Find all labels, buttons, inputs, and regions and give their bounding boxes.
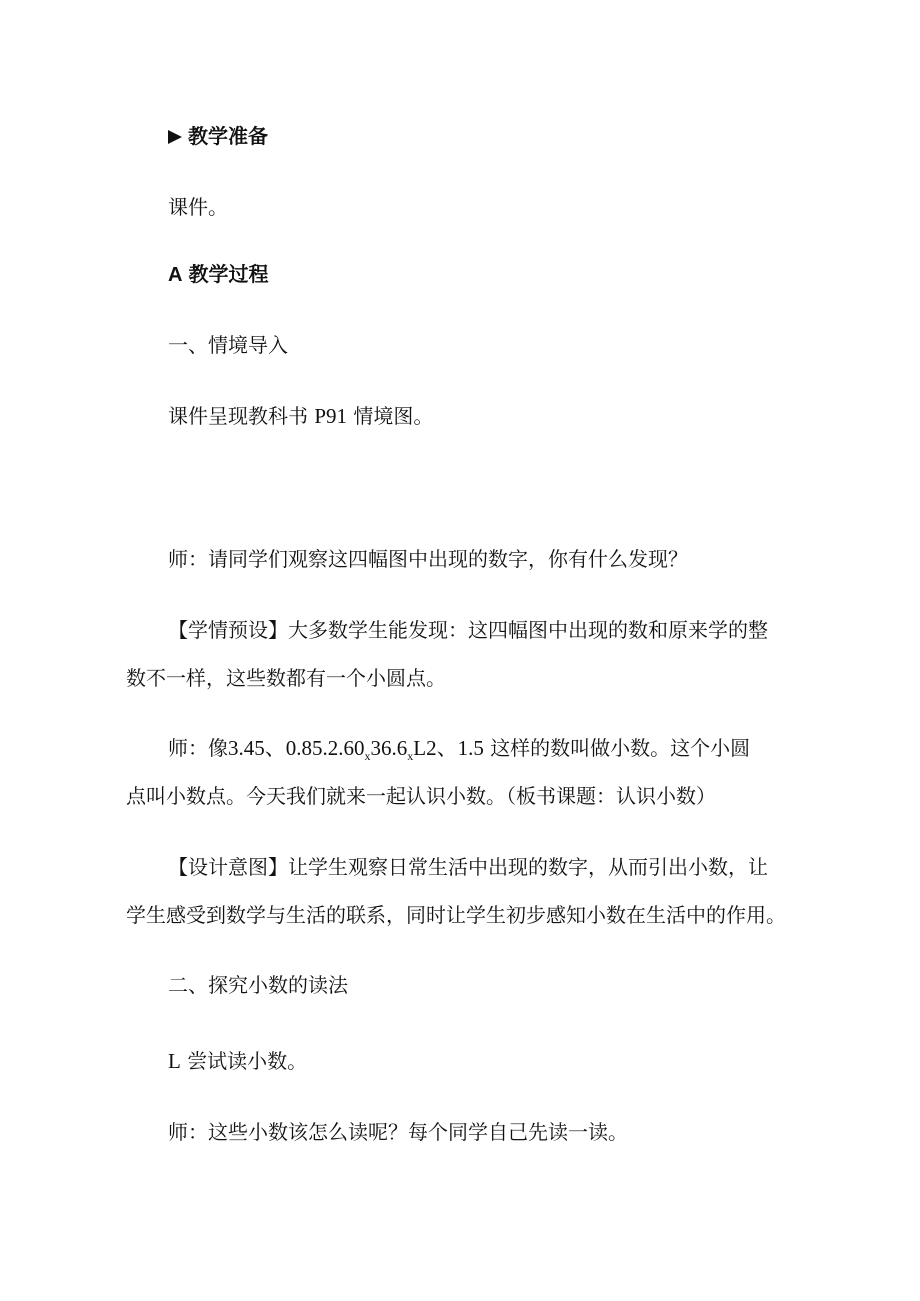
- part1-intro: 课件呈现教科书 P91 情境图。: [168, 404, 434, 428]
- step-1: L 尝试读小数。: [168, 1049, 308, 1073]
- design-line-2: 学生感受到数学与生活的联系，同时让学生初步感知小数在生活中的作用。: [126, 903, 786, 927]
- process-heading: A 教学过程: [168, 262, 269, 286]
- part1-heading: 一、情境导入: [168, 333, 288, 357]
- design-line-1: 【设计意图】让学生观察日常生活中出现的数字，从而引出小数，让: [168, 855, 768, 879]
- teacher-intro-line-1: 师：像3.45、$0.85.2.60_x36.6_xL2$、1.5 这样的数叫做小数。这个小圆: [168, 736, 751, 763]
- teacher-question-1: 师：请同学们观察这四幅图中出现的数字，你有什么发现？: [168, 547, 688, 571]
- teacher-question-2: 师：这些小数该怎么读呢？每个同学自己先读一读。: [168, 1120, 628, 1144]
- teacher-intro-line-2: 点叫小数点。今天我们就来一起认识小数。（板书课题：认识小数）: [126, 784, 716, 808]
- prep-body: 课件。: [168, 195, 228, 219]
- preset-line-2: 数不一样，这些数都有一个小圆点。: [126, 666, 446, 690]
- page-ref: P91: [314, 404, 348, 428]
- triangle-bullet-icon: [168, 130, 182, 144]
- part2-heading: 二、探究小数的读法: [168, 973, 348, 997]
- prep-heading: 教学准备: [168, 124, 268, 148]
- process-marker: A: [168, 264, 183, 286]
- preset-line-1: 【学情预设】大多数学生能发现：这四幅图中出现的数和原来学的整: [168, 618, 768, 642]
